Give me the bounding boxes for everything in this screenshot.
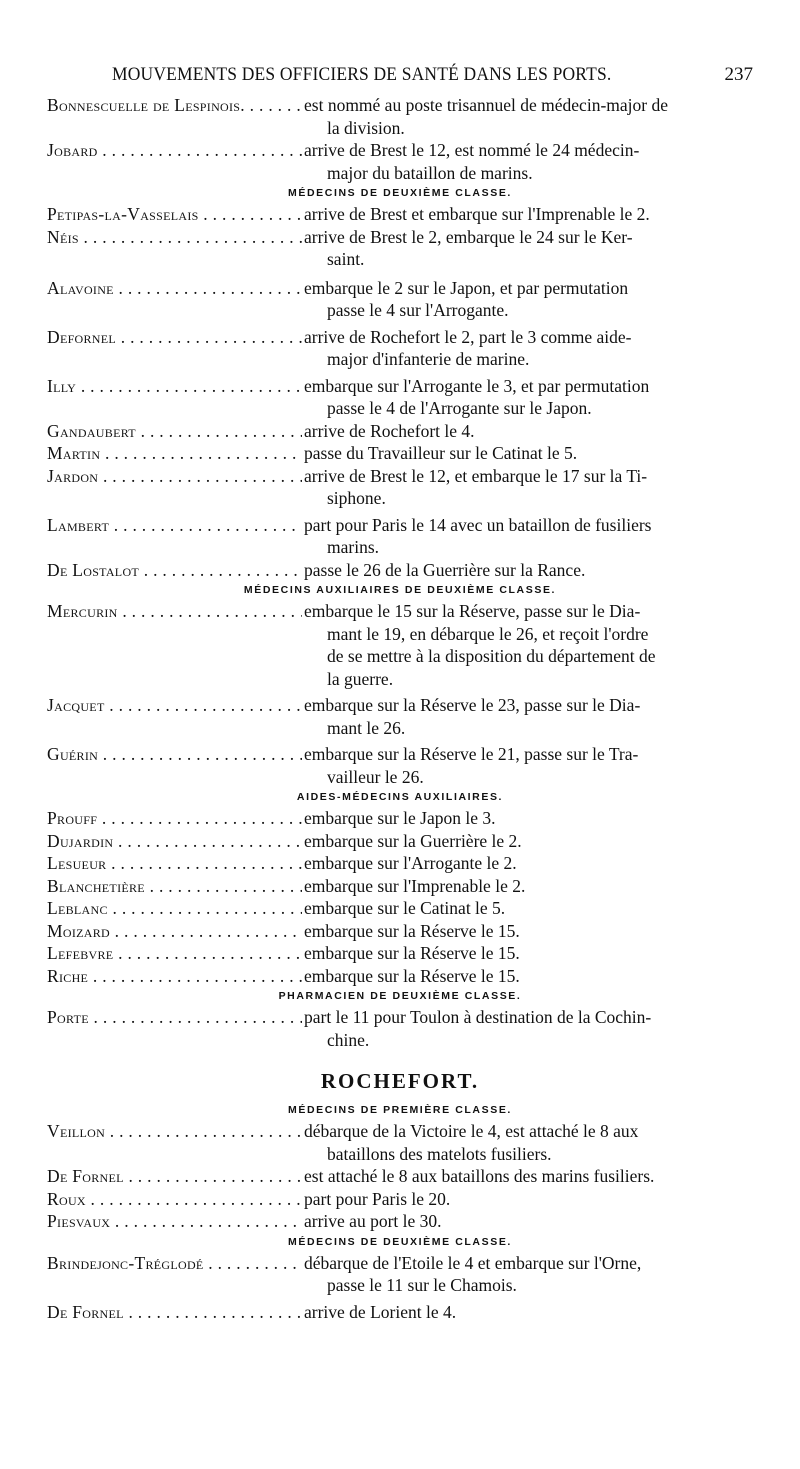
entry-desc: arrive de Brest le 12, et embarque le 17 sur la Ti- siphone. (304, 465, 648, 508)
entry (47, 420, 753, 443)
entry-name: Jardon . . . (47, 465, 302, 510)
entry-desc: arrive au port le 30. (304, 1211, 442, 1231)
entry-name: Blanchetière . . . (47, 875, 302, 898)
entry-name: Porte . . . (47, 1006, 302, 1051)
entry-desc: passe le 26 de la Guerrière sur la Rance. (304, 559, 586, 580)
entry-name: Petipas-la-Vasselais . . . (47, 203, 302, 226)
entry (47, 465, 753, 510)
entry (47, 875, 753, 898)
entry (47, 559, 753, 582)
entry-name: Prouff . . . (47, 807, 302, 830)
entry-desc: part pour Paris le 14 avec un bataillon de fusiliers marins. (304, 514, 652, 557)
document-page (47, 0, 753, 1323)
entry-name: Mercurin . . . (47, 600, 302, 690)
entry (47, 203, 753, 226)
entry-desc: arrive de Brest le 2, embarque le 24 sur le Ker- saint. (304, 226, 633, 269)
entry-desc: arrive de Lorient le 4. (304, 1301, 457, 1322)
city-heading: ROCHEFORT. (320, 1069, 480, 1093)
entry-name: Roux . . . (47, 1188, 302, 1211)
entry-name: Veillon . . . (47, 1120, 302, 1165)
entry-group-aux (47, 600, 753, 788)
entry-name: Jacquet . . . (47, 694, 302, 739)
entry-name: Néis . . . (47, 226, 302, 271)
entry (47, 326, 753, 371)
entry (47, 514, 753, 559)
entry-name: Guérin . . . (47, 743, 302, 788)
entry (47, 920, 753, 943)
section-heading: AIDES-MÉDECINS AUXILIAIRES. (296, 791, 504, 803)
entry-name: Lesueur . . . (47, 852, 302, 875)
entry-name: Leblanc . . . (47, 897, 302, 920)
entry-name: De Lostalot . . . (47, 559, 302, 582)
entry-name: Dujardin . . . (47, 830, 302, 853)
entry-desc: embarque sur le Catinat le 5. (304, 898, 506, 918)
running-head (47, 64, 753, 94)
entry-desc: embarque sur la Réserve le 15. (304, 920, 520, 941)
entry (47, 139, 753, 184)
entry (47, 1006, 753, 1051)
entry-name: Bonnescuelle de Lespinois. . . . (47, 94, 302, 139)
entry-name: Lambert . . . (47, 514, 302, 559)
entry-desc: embarque sur l'Arrogante le 3, et par permutation passe le 4 de l'Arrogante sur le Japon. (304, 375, 650, 418)
page-number: 237 (724, 64, 753, 85)
entry (47, 942, 753, 965)
section-heading: MÉDECINS AUXILIAIRES DE DEUXIÈME CLASSE. (243, 584, 557, 596)
entry (47, 1252, 753, 1297)
entry-desc: embarque sur l'Imprenable le 2. (304, 875, 526, 896)
entry-name: Jobard . . . (47, 139, 302, 184)
entry-name: Piesvaux . . . (47, 1210, 302, 1233)
entry-name: Moizard . . . (47, 920, 302, 943)
entry-desc: arrive de Brest le 12, est nommé le 24 médecin- major du bataillon de marins. (304, 140, 640, 183)
entry-desc: passe du Travailleur sur le Catinat le 5. (304, 443, 578, 463)
entry-group-md2 (47, 203, 753, 581)
entry-desc: embarque sur le Japon le 3. (304, 808, 496, 828)
entry-name: Illy . . . (47, 375, 302, 420)
entry-desc: arrive de Rochefort le 2, part le 3 comme aide- major d'infanterie de marine. (304, 326, 632, 369)
entry-group-roch-md2 (47, 1252, 753, 1324)
entry-desc: est nommé au poste trisannuel de médecin-major de la division. (304, 95, 668, 138)
section-heading: MÉDECINS DE DEUXIÈME CLASSE. (288, 187, 512, 199)
entry-desc: embarque sur la Réserve le 23, passe sur le Dia- mant le 26. (304, 695, 641, 738)
entry (47, 1120, 753, 1165)
entry-desc: part pour Paris le 20. (304, 1188, 451, 1209)
entry (47, 226, 753, 271)
entry (47, 442, 753, 465)
entry (47, 1188, 753, 1211)
section-heading: MÉDECINS DE DEUXIÈME CLASSE. (288, 1235, 512, 1248)
entry-desc: débarque de la Victoire le 4, est attaché le 8 aux bataillons des matelots fusiliers. (304, 1121, 639, 1164)
entry (47, 830, 753, 853)
entry-name: Alavoine . . . (47, 277, 302, 322)
entry (47, 1165, 753, 1188)
entry-desc: arrive de Brest et embarque sur l'Imprenable le 2. (304, 204, 650, 224)
entry-name: Defornel . . . (47, 326, 302, 371)
section-heading: PHARMACIEN DE DEUXIÈME CLASSE. (278, 990, 522, 1002)
entry (47, 1301, 753, 1324)
entry-name: Brindejonc-Tréglodé . . . (47, 1252, 302, 1297)
entry-name: Gandaubert . . . (47, 420, 302, 443)
entry (47, 743, 753, 788)
entry-group-roch-md1 (47, 1120, 753, 1233)
entry (47, 807, 753, 830)
entry-desc: part le 11 pour Toulon à destination de la Cochin- chine. (304, 1007, 652, 1050)
entry-desc: embarque le 2 sur le Japon, et par permutation passe le 4 sur l'Arrogante. (304, 277, 629, 320)
entry-desc: arrive de Rochefort le 4. (304, 420, 475, 441)
entry-desc: embarque sur l'Arrogante le 2. (304, 853, 517, 873)
entry-name: Riche . . . (47, 965, 302, 988)
entry (47, 94, 753, 139)
entry (47, 897, 753, 920)
entry (47, 852, 753, 875)
entry-name: De Fornel . . . (47, 1301, 302, 1324)
entry (47, 694, 753, 739)
entry-name: Martin . . . (47, 442, 302, 465)
entry-desc: embarque sur la Réserve le 15. (304, 965, 520, 986)
entry-group-top (47, 94, 753, 184)
entry-desc: débarque de l'Etoile le 4 et embarque sur l'Orne, passe le 11 sur le Chamois. (304, 1252, 642, 1295)
entry-name: Lefebvre . . . (47, 942, 302, 965)
entry (47, 1210, 753, 1233)
entry-group-aides (47, 807, 753, 987)
entry (47, 965, 753, 988)
entry-desc: embarque sur la Réserve le 21, passe sur le Tra- vailleur le 26. (304, 744, 639, 787)
entry (47, 600, 753, 690)
entry-name: De Fornel . . . (47, 1165, 302, 1188)
entry-group-pharma (47, 1006, 753, 1051)
running-title: MOUVEMENTS DES OFFICIERS DE SANTÉ DANS LES PORTS. (112, 64, 612, 85)
entry-desc: embarque sur la Réserve le 15. (304, 943, 520, 963)
entry-desc: embarque le 15 sur la Réserve, passe sur le Dia- mant le 19, en débarque le 26, et reçoit l'ordre de se mettre à la disposition du département de la guerre. (304, 601, 656, 689)
entry-desc: embarque sur la Guerrière le 2. (304, 830, 522, 851)
entry-desc: est attaché le 8 aux bataillons des marins fusiliers. (304, 1166, 655, 1186)
entry (47, 277, 753, 322)
entry (47, 375, 753, 420)
section-heading: MÉDECINS DE PREMIÈRE CLASSE. (288, 1104, 512, 1116)
